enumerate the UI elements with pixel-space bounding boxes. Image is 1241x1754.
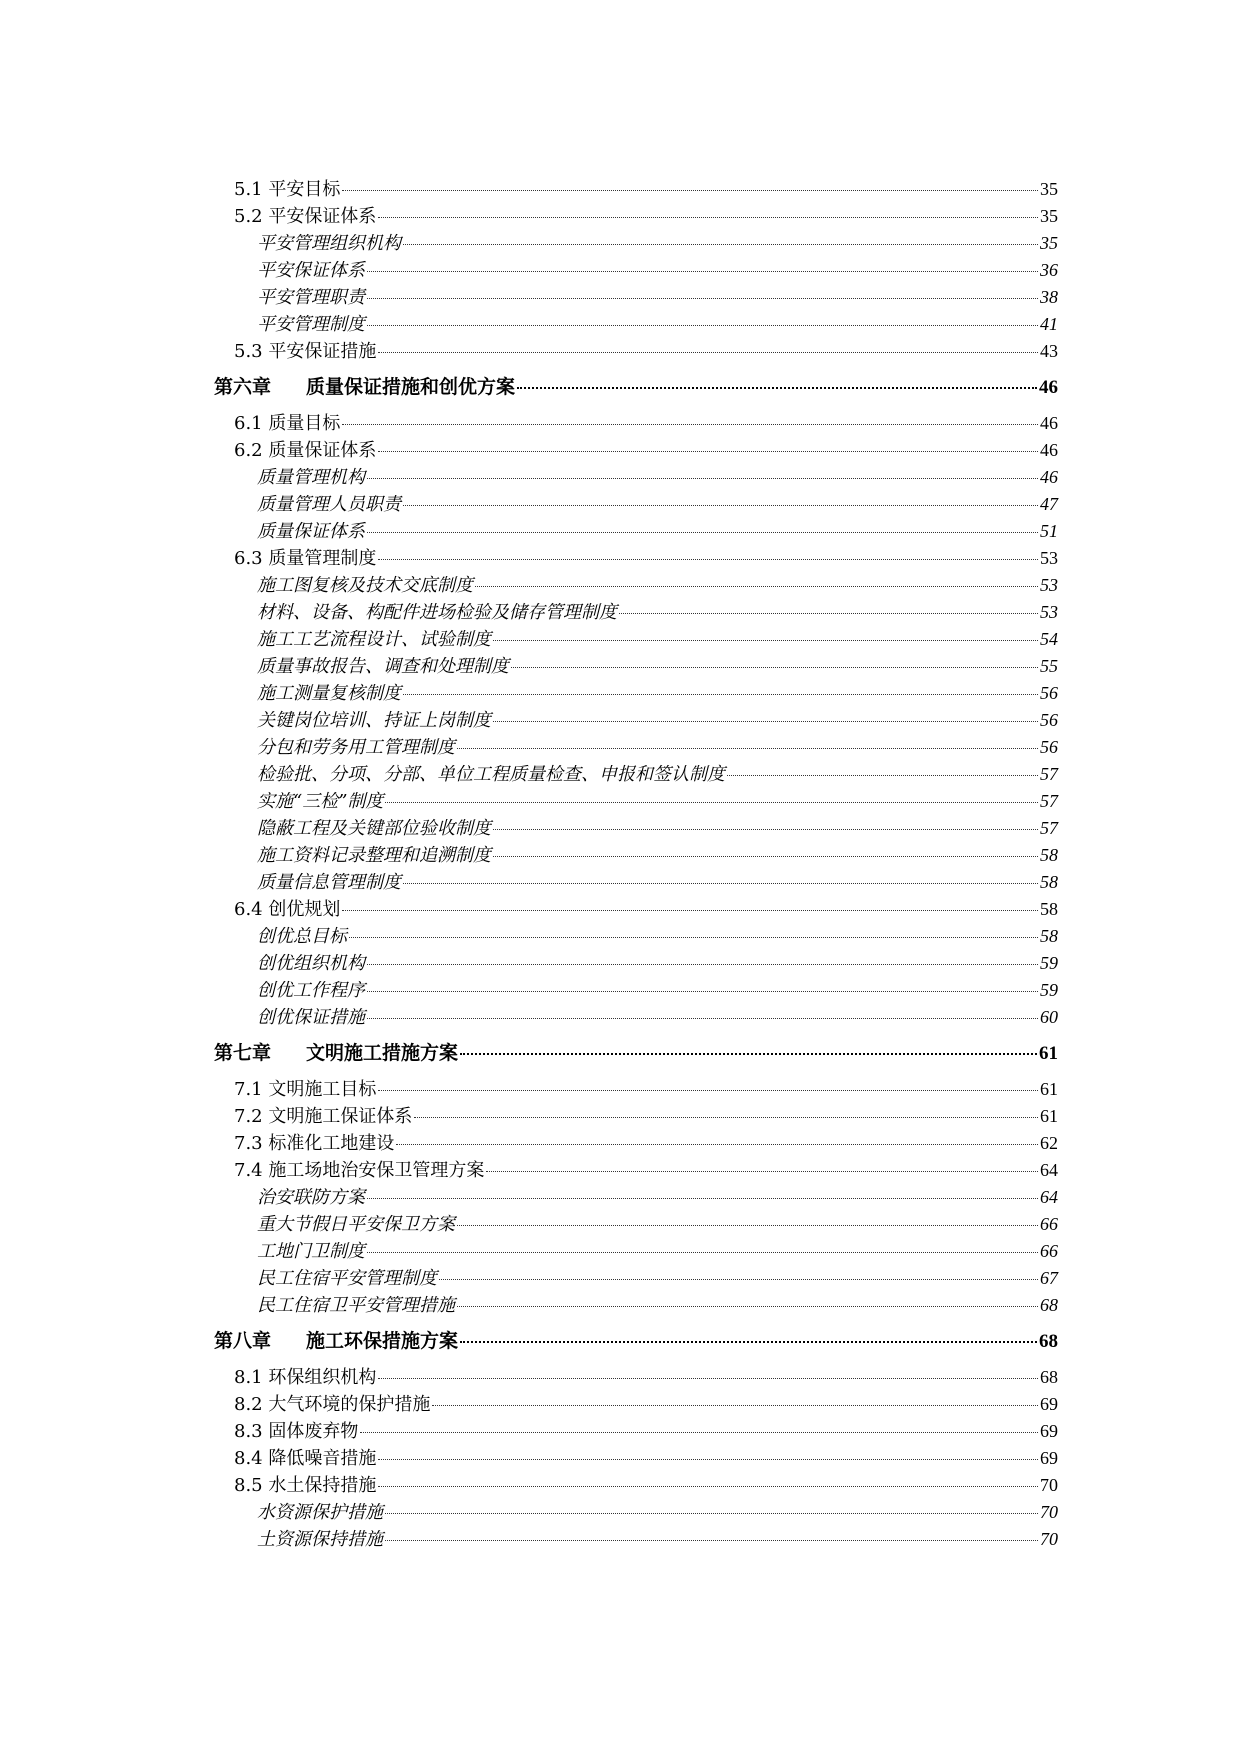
toc-page-number: 64 [1040,1160,1058,1180]
toc-dot-leader [493,829,1038,830]
toc-subsection-entry[interactable] [214,842,1058,869]
toc-section-entry[interactable] [214,410,1058,437]
toc-entry-title: 质量管理机构 [257,467,365,488]
toc-dot-leader [367,271,1038,272]
toc-dot-leader [378,451,1038,452]
toc-entry-title: 治安联防方案 [257,1187,365,1208]
toc-page-number: 53 [1040,548,1058,568]
toc-entry-label [257,257,365,284]
toc-entry-title: 土资源保持措施 [257,1529,383,1550]
toc-entry-title: 创优工作程序 [257,980,365,1001]
toc-dot-leader [475,586,1038,587]
toc-dot-leader [367,298,1038,299]
toc-dot-leader [385,1540,1038,1541]
toc-subsection-entry[interactable] [214,680,1058,707]
toc-subsection-entry[interactable] [214,977,1058,1004]
toc-entry-label [257,950,365,977]
toc-subsection-entry[interactable] [214,1211,1058,1238]
toc-dot-leader [349,937,1038,938]
toc-dot-leader [493,856,1038,857]
toc-dot-leader [414,1117,1038,1118]
toc-page-number: 66 [1040,1214,1058,1234]
toc-section-entry[interactable] [214,1391,1058,1418]
toc-subsection-entry[interactable] [214,518,1058,545]
toc-dot-leader [378,217,1038,218]
toc-section-entry[interactable] [214,437,1058,464]
toc-dot-leader [385,802,1038,803]
toc-dot-leader [385,1513,1038,1514]
toc-entry-title: 8.3 固体废弃物 [234,1421,359,1442]
toc-dot-leader [360,1432,1038,1433]
toc-dot-leader [378,352,1038,353]
toc-entry-label [234,1445,376,1472]
toc-subsection-entry[interactable] [214,599,1058,626]
toc-entry-title: 5.2 平安保证体系 [234,206,377,227]
toc-entry-label [234,437,376,464]
toc-entry-label [257,653,509,680]
toc-subsection-entry[interactable] [214,1265,1058,1292]
toc-subsection-entry[interactable] [214,923,1058,950]
toc-entry-label [234,1103,412,1130]
toc-page-number: 60 [1040,1007,1058,1027]
toc-subsection-entry[interactable] [214,572,1058,599]
toc-dot-leader [367,1198,1038,1199]
toc-page-number: 35 [1040,206,1058,226]
toc-entry-title: 平安管理制度 [257,314,365,335]
toc-dot-leader [378,1090,1038,1091]
toc-dot-leader [378,1378,1038,1379]
toc-page-number: 66 [1040,1241,1058,1261]
toc-page-number: 53 [1040,575,1058,595]
toc-entry-title: 8.2 大气环境的保护措施 [234,1394,431,1415]
toc-page-number: 70 [1040,1475,1058,1495]
toc-subsection-entry[interactable] [214,1526,1058,1553]
toc-page-number: 68 [1040,1367,1058,1387]
toc-entry-label [214,374,515,401]
toc-entry-title: 施工环保措施方案 [306,1330,459,1352]
toc-entry-label [257,1184,365,1211]
toc-section-entry[interactable] [214,1130,1058,1157]
toc-entry-title: 关键岗位培训、持证上岗制度 [257,710,491,731]
toc-entry-title: 施工图复核及技术交底制度 [257,575,473,596]
toc-subsection-entry[interactable] [214,788,1058,815]
toc-entry-title: 质量信息管理制度 [257,872,401,893]
toc-entry-title: 创优总目标 [257,926,347,947]
toc-page-number: 58 [1040,926,1058,946]
toc-entry-title: 7.4 施工场地治安保卫管理方案 [234,1160,485,1181]
toc-page-number: 38 [1040,287,1058,307]
toc-subsection-entry[interactable] [214,284,1058,311]
toc-entry-label [257,626,491,653]
toc-chapter-number: 第八章 [214,1330,272,1352]
toc-entry-label [257,311,365,338]
toc-entry-label [257,761,725,788]
toc-chapter-entry[interactable] [214,1328,1058,1355]
toc-dot-leader [367,325,1038,326]
toc-dot-leader [342,190,1038,191]
toc-entry-label [257,842,491,869]
toc-page-number: 47 [1040,494,1058,514]
toc-dot-leader [619,613,1038,614]
toc-page-number: 59 [1040,980,1058,1000]
toc-entry-label [257,788,383,815]
toc-entry-label [257,464,365,491]
toc-page-number: 46 [1040,440,1058,460]
toc-section-entry[interactable] [214,1157,1058,1184]
toc-entry-title: 文明施工措施方案 [306,1042,459,1064]
toc-entry-label [234,1076,376,1103]
toc-section-entry[interactable] [214,1418,1058,1445]
toc-entry-label [234,410,340,437]
toc-dot-leader [403,505,1038,506]
toc-subsection-entry[interactable] [214,815,1058,842]
toc-entry-label [257,815,491,842]
toc-entry-label [234,338,376,365]
toc-entry-label [257,1265,437,1292]
toc-dot-leader [511,667,1038,668]
toc-page-number: 62 [1040,1133,1058,1153]
toc-subsection-entry[interactable] [214,311,1058,338]
toc-section-entry[interactable] [214,1472,1058,1499]
toc-entry-title: 施工工艺流程设计、试验制度 [257,629,491,650]
toc-page-number: 67 [1040,1268,1058,1288]
toc-dot-leader [378,559,1038,560]
toc-page-number: 43 [1040,341,1058,361]
toc-entry-title: 施工测量复核制度 [257,683,401,704]
toc-dot-leader [457,1306,1038,1307]
toc-dot-leader [460,1341,1037,1343]
toc-page-number: 46 [1039,377,1058,398]
toc-entry-label [257,572,473,599]
toc-subsection-entry[interactable] [214,1238,1058,1265]
toc-entry-title: 6.2 质量保证体系 [234,440,377,461]
toc-entry-title: 重大节假日平安保卫方案 [257,1214,455,1235]
toc-dot-leader [378,1486,1038,1487]
toc-entry-label [234,1472,376,1499]
toc-entry-label [257,491,401,518]
toc-section-entry[interactable] [214,545,1058,572]
toc-entry-label [257,923,347,950]
toc-entry-title: 5.3 平安保证措施 [234,341,377,362]
toc-page-number: 58 [1040,899,1058,919]
toc-subsection-entry[interactable] [214,707,1058,734]
toc-entry-title: 质量事故报告、调查和处理制度 [257,656,509,677]
toc-dot-leader [403,244,1038,245]
toc-section-entry[interactable] [214,176,1058,203]
toc-entry-label [234,203,376,230]
toc-dot-leader [432,1405,1038,1406]
toc-entry-title: 8.1 环保组织机构 [234,1367,377,1388]
toc-page-number: 58 [1040,845,1058,865]
toc-section-entry[interactable] [214,1445,1058,1472]
toc-entry-title: 5.1 平安目标 [234,179,341,200]
toc-page-number: 56 [1040,710,1058,730]
toc-page-number: 56 [1040,737,1058,757]
toc-chapter-entry[interactable] [214,374,1058,401]
toc-subsection-entry[interactable] [214,1004,1058,1031]
toc-entry-label [257,230,401,257]
toc-entry-title: 检验批、分项、分部、单位工程质量检查、申报和签认制度 [257,764,725,785]
toc-entry-title: 民工住宿卫平安管理措施 [257,1295,455,1316]
toc-dot-leader [396,1144,1038,1145]
toc-section-entry[interactable] [214,1103,1058,1130]
toc-entry-label [257,599,617,626]
toc-entry-label [214,1040,458,1067]
toc-entry-label [257,518,365,545]
toc-page-number: 69 [1040,1394,1058,1414]
toc-entry-label [257,1211,455,1238]
toc-dot-leader [457,1225,1038,1226]
toc-dot-leader [378,1459,1038,1460]
toc-page-number: 51 [1040,521,1058,541]
toc-entry-label [257,1292,455,1319]
toc-dot-leader [367,964,1038,965]
toc-entry-title: 隐蔽工程及关键部位验收制度 [257,818,491,839]
toc-dot-leader [367,1252,1038,1253]
toc-entry-title: 材料、设备、构配件进场检验及储存管理制度 [257,602,617,623]
toc-subsection-entry[interactable] [214,491,1058,518]
toc-subsection-entry[interactable] [214,761,1058,788]
toc-entry-title: 民工住宿平安管理制度 [257,1268,437,1289]
toc-entry-label [234,896,340,923]
toc-page-number: 68 [1039,1331,1058,1352]
toc-page-number: 68 [1040,1295,1058,1315]
toc-chapter-entry[interactable] [214,1040,1058,1067]
toc-page-number: 69 [1040,1421,1058,1441]
toc-dot-leader [493,640,1038,641]
toc-subsection-entry[interactable] [214,653,1058,680]
toc-entry-label [234,545,376,572]
toc-entry-title: 7.2 文明施工保证体系 [234,1106,413,1127]
toc-page-number: 61 [1040,1106,1058,1126]
toc-entry-title: 6.1 质量目标 [234,413,341,434]
toc-entry-title: 7.1 文明施工目标 [234,1079,377,1100]
toc-dot-leader [486,1171,1038,1172]
toc-entry-label [234,1391,430,1418]
toc-page-number: 35 [1040,179,1058,199]
toc-entry-title: 分包和劳务用工管理制度 [257,737,455,758]
toc-dot-leader [367,991,1038,992]
toc-subsection-entry[interactable] [214,1499,1058,1526]
toc-subsection-entry[interactable] [214,257,1058,284]
toc-dot-leader [367,1018,1038,1019]
toc-section-entry[interactable] [214,1364,1058,1391]
toc-page-number: 35 [1040,233,1058,253]
toc-entry-label [257,680,401,707]
toc-entry-title: 平安保证体系 [257,260,365,281]
toc-entry-label [257,1526,383,1553]
toc-subsection-entry[interactable] [214,734,1058,761]
toc-dot-leader [367,478,1038,479]
toc-entry-title: 6.4 创优规划 [234,899,341,920]
toc-dot-leader [460,1053,1037,1055]
toc-page-number: 69 [1040,1448,1058,1468]
toc-subsection-entry[interactable] [214,1292,1058,1319]
toc-dot-leader [727,775,1038,776]
toc-subsection-entry[interactable] [214,869,1058,896]
toc-dot-leader [342,910,1038,911]
toc-entry-title: 平安管理组织机构 [257,233,401,254]
toc-entry-label [234,1418,358,1445]
toc-entry-label [234,1364,376,1391]
toc-section-entry[interactable] [214,338,1058,365]
toc-section-entry[interactable] [214,1076,1058,1103]
toc-subsection-entry[interactable] [214,1184,1058,1211]
toc-dot-leader [403,883,1038,884]
toc-page-number: 70 [1040,1529,1058,1549]
toc-entry-label [257,869,401,896]
toc-dot-leader [457,748,1038,749]
toc-page-number: 46 [1040,413,1058,433]
toc-dot-leader [342,424,1038,425]
toc-subsection-entry[interactable] [214,464,1058,491]
toc-page-number: 61 [1040,1079,1058,1099]
toc-dot-leader [493,721,1038,722]
toc-page-number: 55 [1040,656,1058,676]
toc-entry-title: 创优保证措施 [257,1007,365,1028]
toc-chapter-number: 第七章 [214,1042,272,1064]
toc-section-entry[interactable] [214,203,1058,230]
toc-page-number: 46 [1040,467,1058,487]
toc-entry-title: 质量保证措施和创优方案 [306,376,516,398]
toc-chapter-number: 第六章 [214,376,272,398]
toc-entry-label [257,707,491,734]
toc-page-number: 53 [1040,602,1058,622]
toc-dot-leader [517,387,1037,389]
toc-dot-leader [403,694,1038,695]
toc-page-number: 70 [1040,1502,1058,1522]
toc-section-entry[interactable] [214,896,1058,923]
toc-page-number: 59 [1040,953,1058,973]
toc-entry-title: 8.5 水土保持措施 [234,1475,377,1496]
toc-entry-title: 质量保证体系 [257,521,365,542]
toc-entry-title: 8.4 降低噪音措施 [234,1448,377,1469]
toc-subsection-entry[interactable] [214,230,1058,257]
toc-page-number: 64 [1040,1187,1058,1207]
toc-entry-label [214,1328,458,1355]
toc-page-number: 36 [1040,260,1058,280]
toc-entry-title: 6.3 质量管理制度 [234,548,377,569]
toc-entry-label [234,1130,394,1157]
toc-page-number: 56 [1040,683,1058,703]
toc-entry-label [234,176,340,203]
toc-page-number: 54 [1040,629,1058,649]
toc-entry-label [257,1238,365,1265]
toc-entry-title: 7.3 标准化工地建设 [234,1133,395,1154]
toc-page-number: 61 [1039,1043,1058,1064]
toc-entry-label [257,734,455,761]
toc-entry-label [257,977,365,1004]
toc-page-number: 57 [1040,791,1058,811]
toc-entry-label [257,1004,365,1031]
toc-page-number: 41 [1040,314,1058,334]
toc-dot-leader [367,532,1038,533]
toc-entry-title: 平安管理职责 [257,287,365,308]
toc-entry-title: 水资源保护措施 [257,1502,383,1523]
toc-page-number: 57 [1040,818,1058,838]
toc-page-number: 58 [1040,872,1058,892]
toc-subsection-entry[interactable] [214,626,1058,653]
toc-entry-label [257,284,365,311]
toc-entry-label [234,1157,484,1184]
toc-entry-title: 施工资料记录整理和追溯制度 [257,845,491,866]
table-of-contents [214,176,1058,1553]
toc-subsection-entry[interactable] [214,950,1058,977]
toc-page-number: 57 [1040,764,1058,784]
toc-dot-leader [439,1279,1038,1280]
toc-entry-title: 创优组织机构 [257,953,365,974]
toc-entry-label [257,1499,383,1526]
toc-entry-title: 质量管理人员职责 [257,494,401,515]
toc-entry-title: 工地门卫制度 [257,1241,365,1262]
toc-entry-title: 实施“三检”制度 [257,791,384,812]
